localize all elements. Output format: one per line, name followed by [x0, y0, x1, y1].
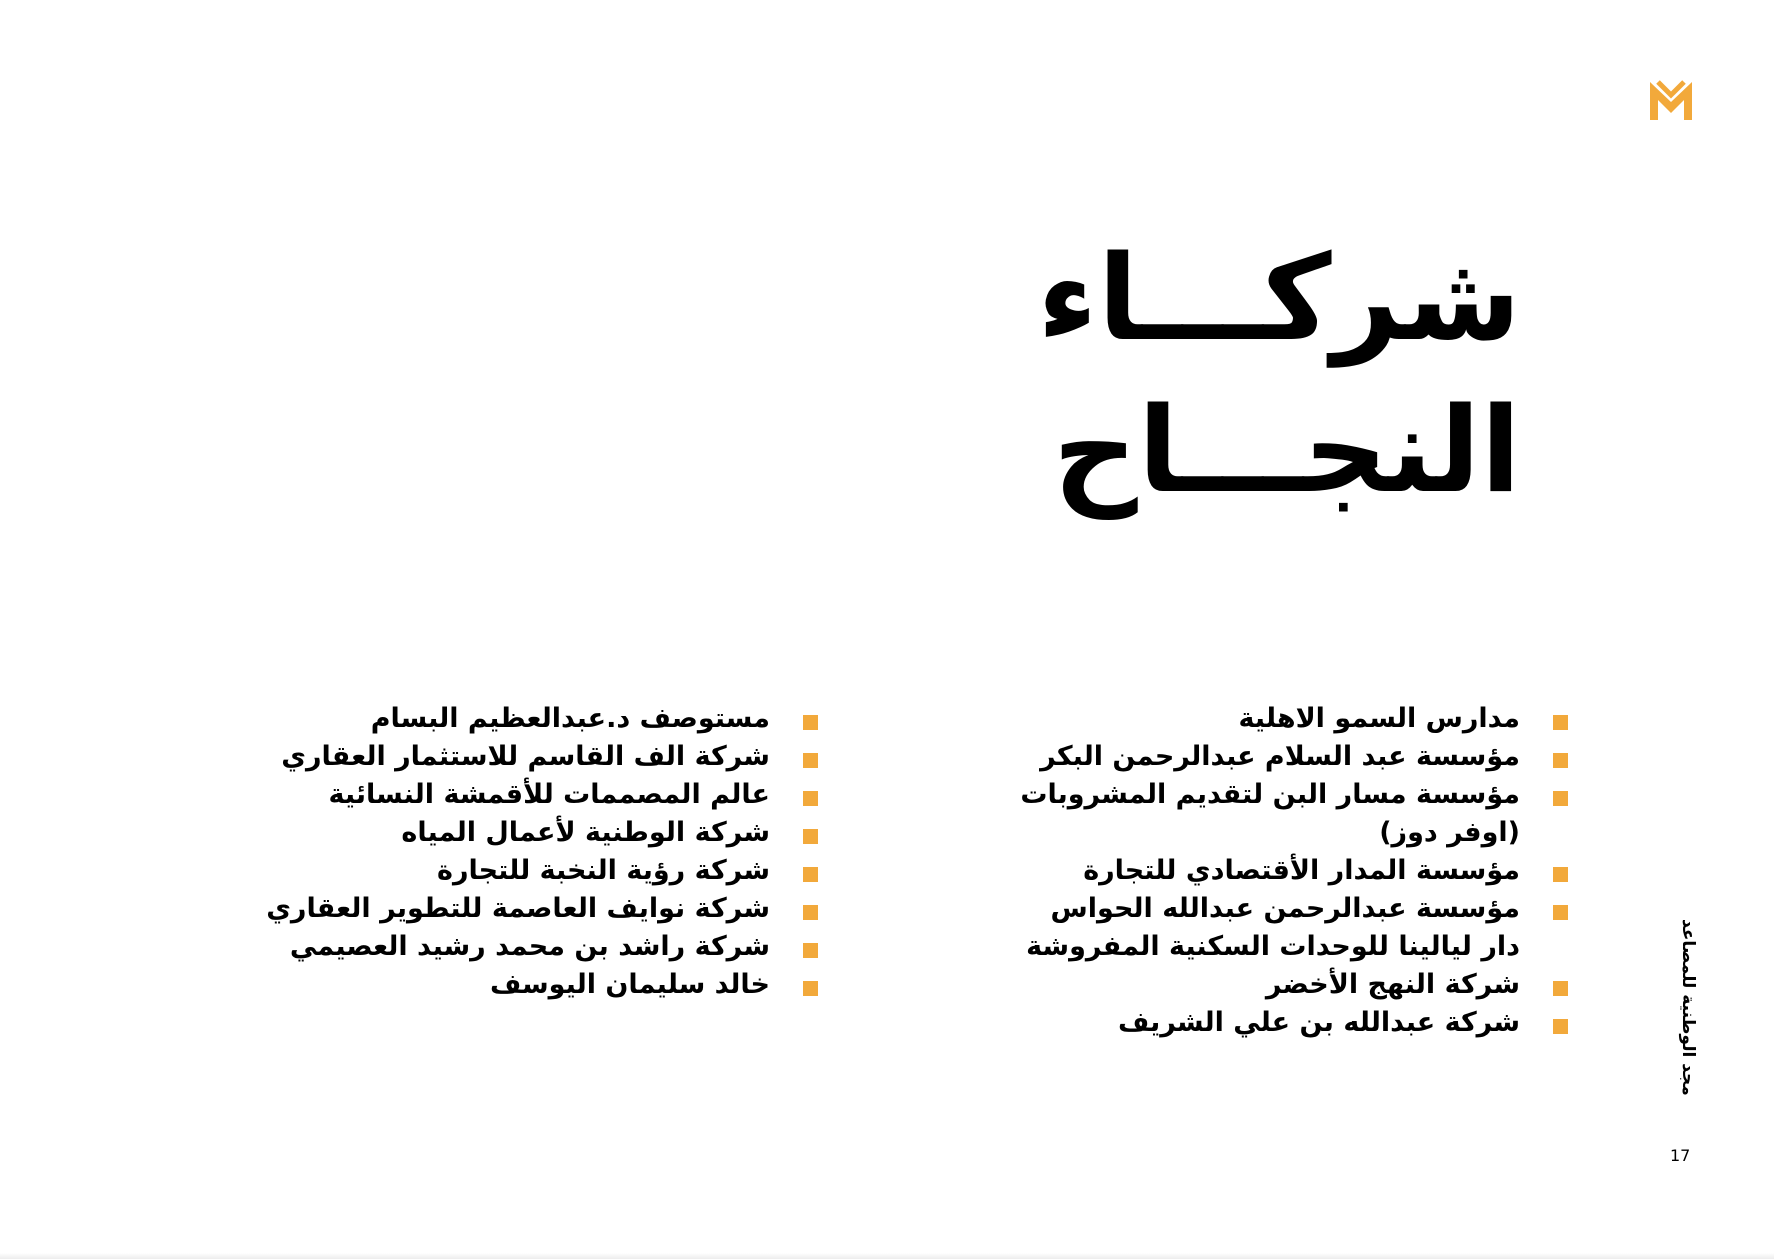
m-logo-icon [1648, 78, 1694, 122]
list-item: شركة النهج الأخضر [960, 966, 1520, 1004]
page-title [961, 222, 1521, 526]
title-line-1: شركـــاء [1037, 229, 1521, 367]
list-item: شركة عبدالله بن علي الشريف [960, 1004, 1520, 1042]
bullet-square-icon [803, 829, 818, 844]
list-item: عالم المصممات للأقمشة النسائية [210, 776, 770, 814]
list-item: شركة الف القاسم للاستثمار العقاري [210, 738, 770, 776]
partners-list-left [210, 700, 770, 1004]
bullet-square-icon [803, 791, 818, 806]
list-item: مؤسسة عبدالرحمن عبدالله الحواس [960, 890, 1520, 928]
bullet-square-icon [1553, 981, 1568, 996]
bullet-square-icon [1553, 753, 1568, 768]
page-number: 17 [1670, 1146, 1691, 1165]
bullet-square-icon [1553, 867, 1568, 882]
bullet-square-icon [803, 753, 818, 768]
bullet-square-icon [1553, 715, 1568, 730]
list-item: مؤسسة عبد السلام عبدالرحمن البكر [960, 738, 1520, 776]
list-item: شركة الوطنية لأعمال المياه [210, 814, 770, 852]
bullet-square-icon [803, 867, 818, 882]
company-name-vertical: مجد الوطنية للمصاعد [1678, 919, 1698, 1096]
bullet-square-icon [803, 981, 818, 996]
list-item: مستوصف د.عبدالعظيم البسام [210, 700, 770, 738]
list-item: مدارس السمو الاهلية [960, 700, 1520, 738]
title-line-2: النجـــاح [1052, 381, 1521, 519]
list-item: دار ليالينا للوحدات السكنية المفروشة [1026, 931, 1520, 962]
list-item: شركة نوايف العاصمة للتطوير العقاري [210, 890, 770, 928]
partners-list-right [960, 700, 1520, 1042]
list-item: مؤسسة مسار البن لتقديم المشروبات (اوفر دوز) [960, 776, 1520, 852]
bullet-square-icon [803, 943, 818, 958]
list-item: شركة راشد بن محمد رشيد العصيمي [210, 928, 770, 966]
page-bottom-edge [0, 1253, 1774, 1259]
list-item: شركة رؤية النخبة للتجارة [210, 852, 770, 890]
bullet-square-icon [1553, 1019, 1568, 1034]
list-item: خالد سليمان اليوسف [210, 966, 770, 1004]
bullet-square-icon [1553, 905, 1568, 920]
bullet-square-icon [1553, 791, 1568, 806]
bullet-square-icon [803, 905, 818, 920]
bullet-square-icon [803, 715, 818, 730]
list-item: مؤسسة المدار الأقتصادي للتجارة [960, 852, 1520, 890]
